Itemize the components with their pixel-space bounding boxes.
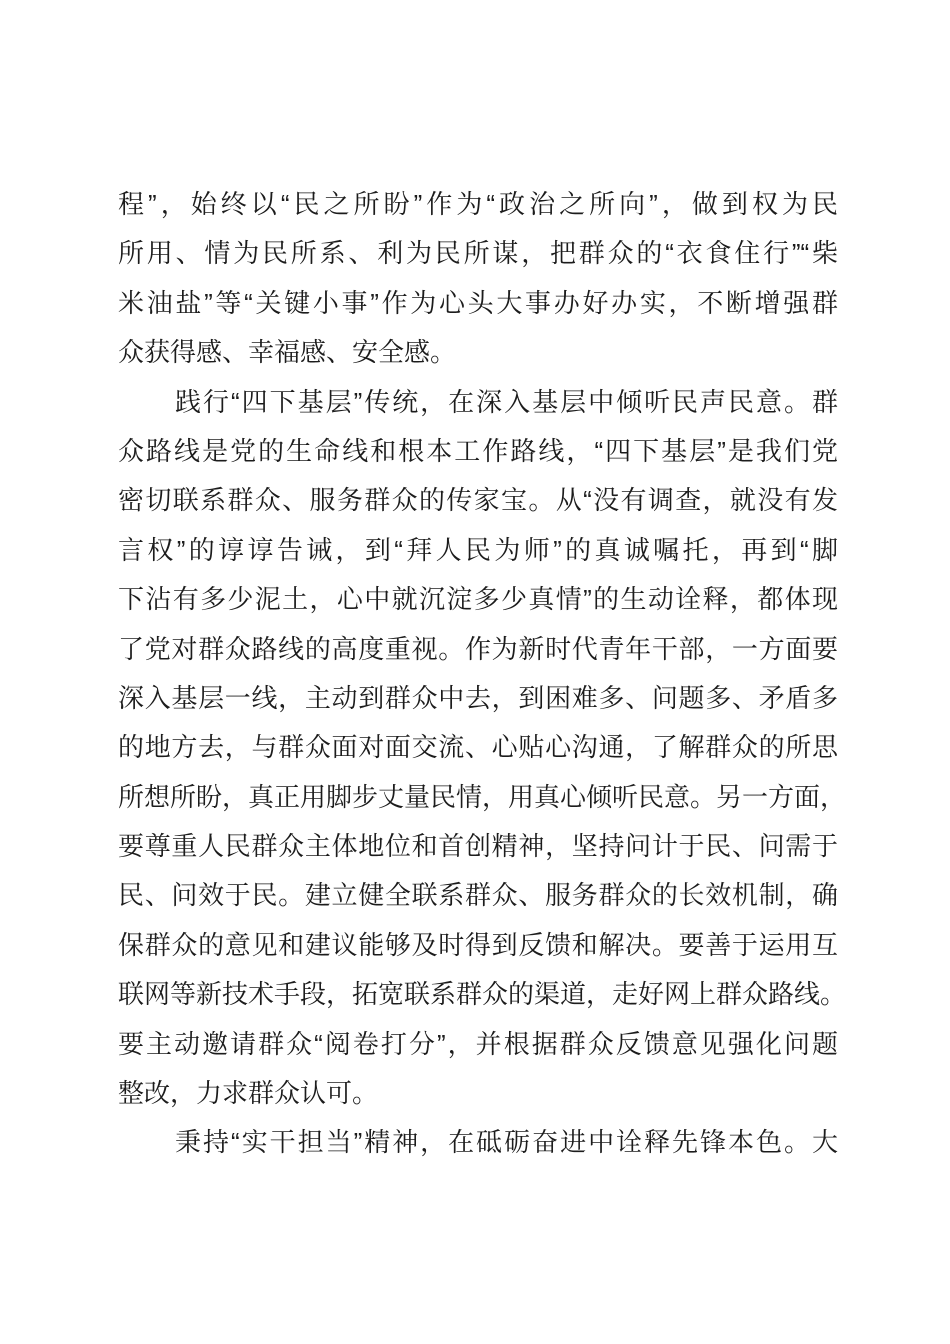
text-line: 民、问效于民。建立健全联系群众、服务群众的长效机制，确 — [118, 880, 838, 911]
text-line: 深入基层一线，主动到群众中去，到困难多、问题多、矛盾多 — [118, 682, 838, 713]
document-text-block — [118, 180, 847, 1168]
text-line: 米油盐”等“关键小事”作为心头大事办好办实，不断增强群 — [118, 287, 838, 318]
paragraph — [118, 378, 847, 1119]
text-line: 保群众的意见和建议能够及时得到反馈和解决。要善于运用互 — [118, 929, 838, 960]
paragraph — [118, 1118, 838, 1167]
text-line: 了党对群众路线的高度重视。作为新时代青年干部，一方面要 — [118, 633, 838, 664]
text-line: 秉持“实干担当”精神，在砥砺奋进中诠释先锋本色。大 — [175, 1127, 838, 1158]
text-line: 密切联系群众、服务群众的传家宝。从“没有调查，就没有发 — [118, 485, 838, 516]
text-line: 联网等新技术手段，拓宽联系群众的渠道，走好网上群众路线。 — [118, 979, 847, 1010]
text-line: 整改，力求群众认可。 — [118, 1078, 379, 1109]
text-line: 程”，始终以“民之所盼”作为“政治之所向”，做到权为民 — [118, 189, 838, 219]
text-line: 践行“四下基层”传统，在深入基层中倾听民声民意。群 — [175, 386, 838, 417]
text-line: 所用、情为民所系、利为民所谋，把群众的“衣食住行”“柴 — [118, 238, 838, 269]
text-line: 众获得感、幸福感、安全感。 — [118, 337, 457, 368]
text-line: 要主动邀请群众“阅卷打分”，并根据群众反馈意见强化问题 — [118, 1028, 838, 1059]
text-line: 众路线是党的生命线和根本工作路线，“四下基层”是我们党 — [118, 435, 838, 466]
text-line: 所想所盼，真正用脚步丈量民情，用真心倾听民意。另一方面， — [118, 781, 847, 812]
text-line: 言权”的谆谆告诫，到“拜人民为师”的真诚嘱托，再到“脚 — [118, 534, 838, 565]
text-line: 的地方去，与群众面对面交流、心贴心沟通，了解群众的所思 — [118, 732, 838, 763]
paragraph — [118, 180, 838, 378]
text-line: 要尊重人民群众主体地位和首创精神，坚持问计于民、问需于 — [118, 831, 838, 862]
text-line: 下沾有多少泥土，心中就沉淀多少真情”的生动诠释，都体现 — [118, 584, 838, 615]
